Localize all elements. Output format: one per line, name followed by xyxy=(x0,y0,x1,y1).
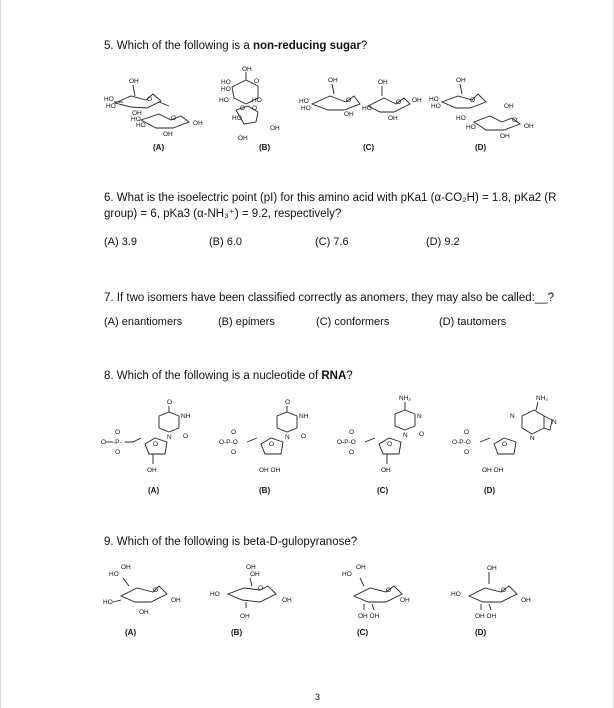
q5-label-c: (C) xyxy=(363,143,375,152)
svg-text:OH: OH xyxy=(171,597,181,604)
svg-text:OH: OH xyxy=(378,79,388,86)
svg-text:NH: NH xyxy=(181,413,191,420)
svg-text:OH: OH xyxy=(400,597,410,604)
svg-text:HO: HO xyxy=(131,116,141,123)
svg-text:OH: OH xyxy=(147,467,157,474)
svg-text:O: O xyxy=(153,441,159,448)
svg-text:HO: HO xyxy=(210,591,220,598)
svg-text:HO: HO xyxy=(301,105,311,112)
svg-text:O: O xyxy=(167,399,173,406)
svg-text:OH: OH xyxy=(412,97,422,104)
q5-label-a: (A) xyxy=(153,143,165,152)
question-9: 9. Which of the following is beta-D-gulopyranose? xyxy=(104,536,358,548)
svg-text:O: O xyxy=(387,441,393,448)
svg-text:O: O xyxy=(464,449,470,456)
svg-text:HO: HO xyxy=(109,571,119,578)
svg-text:OH: OH xyxy=(129,78,139,85)
svg-text:OH: OH xyxy=(381,467,391,474)
svg-text:HO: HO xyxy=(232,115,242,122)
svg-text:O-P-O: O-P-O xyxy=(219,439,238,446)
svg-text:O: O xyxy=(285,399,291,406)
question-8-suffix: ? xyxy=(346,370,353,382)
svg-text:HO: HO xyxy=(362,105,372,112)
svg-text:HO: HO xyxy=(252,97,262,104)
svg-text:OH: OH xyxy=(521,597,531,604)
svg-text:HO: HO xyxy=(429,96,439,103)
question-6 xyxy=(104,190,556,222)
q9-label-c: (C) xyxy=(357,628,369,637)
svg-text:OH: OH xyxy=(238,135,248,142)
q9-structure-b xyxy=(206,560,306,625)
svg-text:OH: OH xyxy=(270,125,280,132)
svg-text:N: N xyxy=(510,413,515,420)
svg-text:NH₂: NH₂ xyxy=(536,395,548,402)
q5-structure-b xyxy=(216,62,296,147)
svg-text:O: O xyxy=(269,441,275,448)
svg-text:OH: OH xyxy=(121,564,131,571)
svg-text:O-P-O: O-P-O xyxy=(337,439,356,446)
question-8-bold: RNA xyxy=(321,370,347,382)
svg-text:OH: OH xyxy=(163,131,173,138)
svg-text:OH: OH xyxy=(328,77,338,84)
question-8-text: 8. Which of the following is a nucleotide of xyxy=(104,370,322,382)
svg-text:NH₂: NH₂ xyxy=(399,395,411,402)
svg-text:O: O xyxy=(171,115,177,122)
svg-text:O: O xyxy=(254,78,260,85)
svg-text:OH: OH xyxy=(132,110,142,117)
svg-text:O: O xyxy=(464,429,470,436)
svg-text:HO: HO xyxy=(104,96,114,103)
svg-text:O: O xyxy=(240,105,246,112)
q9-structure-a xyxy=(101,560,201,625)
svg-text:HO: HO xyxy=(136,122,146,129)
q8-structure-c xyxy=(331,392,431,482)
q5-structure-d xyxy=(426,72,536,147)
svg-text:O: O xyxy=(115,429,121,436)
svg-text:HO: HO xyxy=(106,103,116,110)
svg-text:O: O xyxy=(470,97,476,104)
question-5-suffix: ? xyxy=(360,40,368,52)
q6-option-c[interactable]: (C) 7.6 xyxy=(315,236,349,248)
question-6-line-2: group) = 6, pKa3 (α-NH₃⁺) = 9.2, respectively? xyxy=(104,208,342,220)
svg-text:OH: OH xyxy=(456,77,466,84)
q7-option-d[interactable]: (D) tautomers xyxy=(439,316,507,328)
svg-text:N: N xyxy=(417,413,422,420)
svg-text:OH OH: OH OH xyxy=(259,467,281,474)
question-5 xyxy=(104,38,367,54)
svg-text:HO: HO xyxy=(431,103,441,110)
svg-text:O: O xyxy=(147,96,153,103)
svg-text:OH: OH xyxy=(193,120,203,127)
svg-text:OH OH: OH OH xyxy=(358,613,380,620)
svg-text:OH: OH xyxy=(504,103,514,110)
svg-text:OH: OH xyxy=(250,571,260,578)
q8-label-b: (B) xyxy=(259,486,271,495)
svg-text:OH: OH xyxy=(388,115,398,122)
q5-structure-a xyxy=(101,70,203,150)
q9-label-b: (B) xyxy=(231,628,243,637)
q7-option-b[interactable]: (B) epimers xyxy=(218,316,275,328)
svg-text:O: O xyxy=(349,429,355,436)
svg-text:OH: OH xyxy=(356,564,366,571)
q5-label-b: (B) xyxy=(259,143,271,152)
q7-option-c[interactable]: (C) conformers xyxy=(316,316,390,328)
svg-text:HO: HO xyxy=(456,115,466,122)
svg-text:OH: OH xyxy=(242,66,252,73)
q8-structure-b xyxy=(213,392,313,482)
svg-text:N: N xyxy=(530,435,535,442)
svg-text:OH: OH xyxy=(500,133,510,140)
question-5-text: 5. Which of the following is a xyxy=(104,40,253,52)
svg-text:O: O xyxy=(101,439,107,446)
q9-structure-c xyxy=(336,560,436,625)
svg-text:OH OH: OH OH xyxy=(482,467,504,474)
svg-text:OH: OH xyxy=(240,613,250,620)
question-8 xyxy=(104,368,353,384)
svg-text:O: O xyxy=(252,105,258,112)
svg-text:O: O xyxy=(419,431,425,438)
svg-text:O: O xyxy=(115,449,121,456)
svg-text:OH: OH xyxy=(344,111,354,118)
q9-label-d: (D) xyxy=(475,628,487,637)
svg-text:OH: OH xyxy=(487,565,497,572)
q5-structure-c xyxy=(296,70,422,140)
svg-text:HO: HO xyxy=(221,86,231,93)
svg-text:N: N xyxy=(552,419,557,426)
svg-text:HO: HO xyxy=(451,591,461,598)
svg-text:N: N xyxy=(285,434,290,441)
svg-text:O: O xyxy=(386,587,392,594)
svg-text:O: O xyxy=(153,587,159,594)
svg-text:OH OH: OH OH xyxy=(475,613,497,620)
q8-structure-d xyxy=(446,392,556,482)
svg-text:O: O xyxy=(183,433,189,440)
svg-text:HO: HO xyxy=(299,98,309,105)
svg-text:OH: OH xyxy=(139,609,149,616)
svg-text:O: O xyxy=(502,441,508,448)
q6-option-b[interactable]: (B) 6.0 xyxy=(209,236,243,248)
svg-text:HO: HO xyxy=(219,97,229,104)
svg-text:OH: OH xyxy=(282,597,292,604)
q8-structure-a xyxy=(101,392,201,482)
q7-option-a[interactable]: (A) enantiomers xyxy=(104,316,183,328)
svg-text:O: O xyxy=(231,449,237,456)
svg-text:O: O xyxy=(349,449,355,456)
svg-text:O: O xyxy=(396,99,402,106)
svg-text:OH: OH xyxy=(524,123,534,130)
svg-text:HO: HO xyxy=(466,124,476,131)
svg-text:O: O xyxy=(258,585,264,592)
svg-text:OH: OH xyxy=(246,564,256,571)
svg-text:O: O xyxy=(301,433,307,440)
question-5-bold: non-reducing sugar xyxy=(252,40,361,52)
svg-text:N: N xyxy=(167,434,172,441)
svg-text:NH: NH xyxy=(299,413,309,420)
page-number: 3 xyxy=(315,692,321,702)
svg-text:O: O xyxy=(346,97,352,104)
question-7: 7. If two isomers have been classified correctly as anomers, they may also be called:__? xyxy=(104,292,554,304)
q5-label-d: (D) xyxy=(475,143,487,152)
question-6-line-1: 6. What is the isoelectric point (pI) for this amino acid with pKa1 (α-CO₂H) = 1.8, pKa2 (R xyxy=(104,192,557,204)
q8-label-a: (A) xyxy=(148,486,160,495)
q9-structure-d xyxy=(441,560,551,625)
svg-text:O-P-O: O-P-O xyxy=(452,439,471,446)
svg-text:O: O xyxy=(512,117,518,124)
svg-text:N: N xyxy=(403,432,408,439)
svg-text:O: O xyxy=(501,587,507,594)
q6-option-d[interactable]: (D) 9.2 xyxy=(426,236,460,248)
svg-text:HO: HO xyxy=(221,79,231,86)
q8-label-d: (D) xyxy=(484,486,496,495)
svg-text:HO: HO xyxy=(342,571,352,578)
q9-label-a: (A) xyxy=(125,628,137,637)
svg-text:-P-: -P- xyxy=(113,439,122,446)
svg-text:O: O xyxy=(231,429,237,436)
q6-option-a[interactable]: (A) 3.9 xyxy=(104,236,138,248)
svg-text:HO: HO xyxy=(103,599,113,606)
q8-label-c: (C) xyxy=(377,486,389,495)
